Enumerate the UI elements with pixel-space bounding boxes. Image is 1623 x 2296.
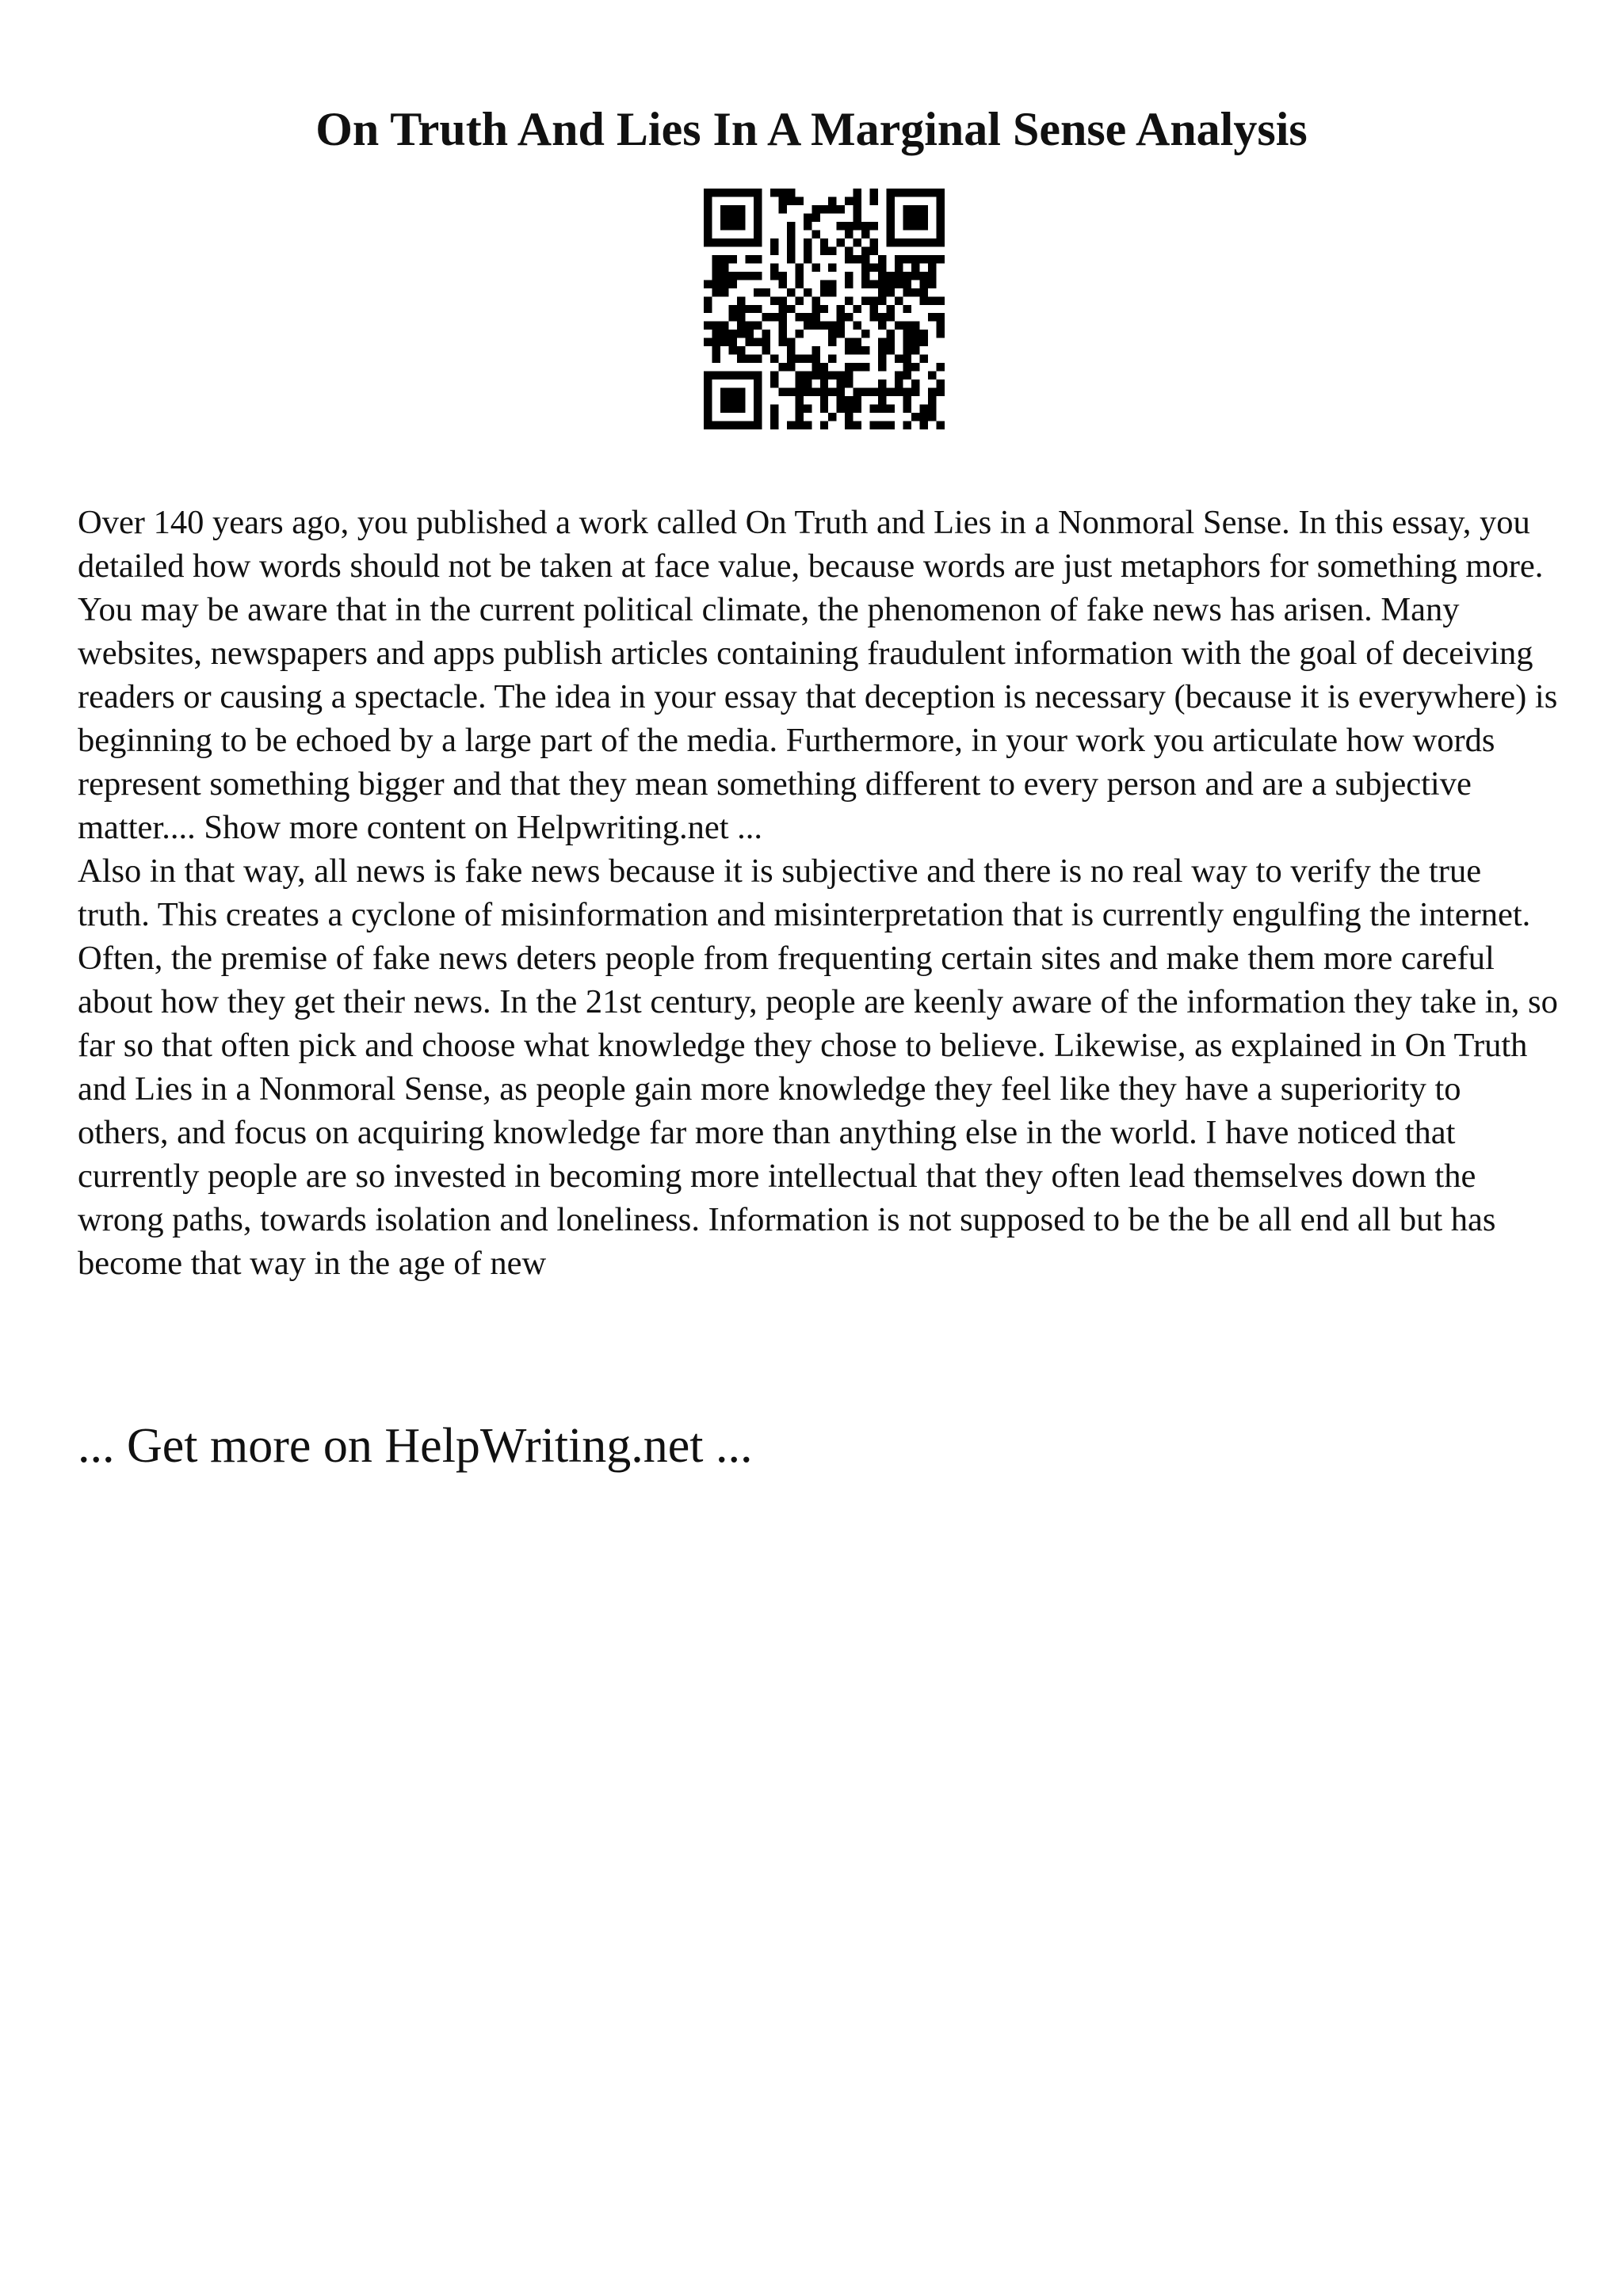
document-body	[78, 501, 1560, 1285]
document-title: On Truth And Lies In A Marginal Sense Analysis	[315, 103, 1308, 155]
qr-code-icon[interactable]	[704, 189, 945, 429]
paragraph: Over 140 years ago, you published a work called On Truth and Lies in a Nonmoral Sense. In this essay, you detailed how words should not be taken at face value, because words are just metaphors for something more. You may be aware that in the current political climate, the phenomenon of fake news has arisen. Many websites, newspapers and apps publish articles containing fraudulent information with the goal of deceiving readers or causing a spectacle. The idea in your essay that deception is necessary (because it is everywhere) is beginning to be echoed by a large part of the media. Furthermore, in your work you articulate how words represent something bigger and that they mean something different to every person and are a subjective matter.... Show more content on Helpwriting.net ...	[78, 504, 1558, 846]
get-more-link[interactable]: ... Get more on HelpWriting.net ...	[78, 1419, 753, 1473]
paragraph: Also in that way, all news is fake news because it is subjective and there is no real way to verify the true truth. This creates a cyclone of misinformation and misinterpretation that is currently engulfing the internet. Often, the premise of fake news deters people from frequenting certain sites and make them more careful about how they get their news. In the 21st century, people are keenly aware of the information they take in, so far so that often pick and choose what knowledge they chose to believe. Likewise, as explained in On Truth and Lies in a Nonmoral Sense, as people gain more knowledge they feel like they have a superiority to others, and focus on acquiring knowledge far more than anything else in the world. I have noticed that currently people are so invested in becoming more intellectual that they often lead themselves down the wrong paths, towards isolation and loneliness. Information is not supposed to be the be all end all but has become that way in the age of new	[78, 852, 1558, 1282]
